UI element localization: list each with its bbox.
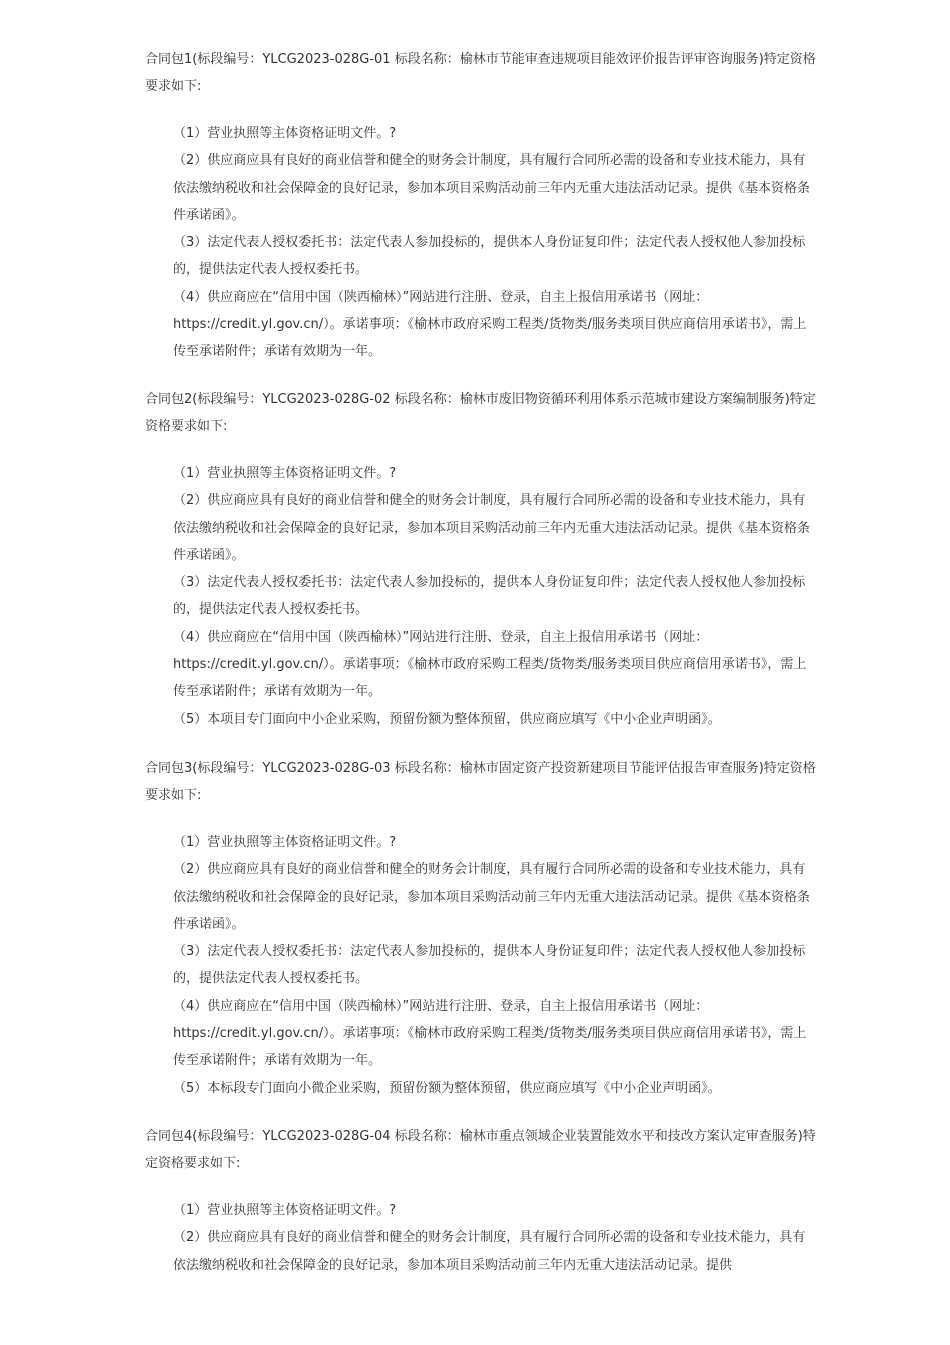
requirements-list	[173, 460, 817, 733]
requirement-item: （5）本项目专门面向中小企业采购，预留份额为整体预留，供应商应填写《中小企业声明函》。	[173, 711, 721, 727]
requirement-item: （5）本标段专门面向小微企业采购，预留份额为整体预留，供应商应填写《中小企业声明函》。	[173, 1080, 721, 1096]
package-heading: 合同包3(标段编号：YLCG2023-028G-03 标段名称：榆林市固定资产投资新建项目节能评估报告审查服务)特定资格要求如下:	[145, 761, 816, 803]
requirement-item: （2）供应商应具有良好的商业信誉和健全的财务会计制度，具有履行合同所必需的设备和专业技术能力，具有依法缴纳税收和社会保障金的良好记录，参加本项目采购活动前三年内无重大违法活动记录。提供	[173, 1230, 806, 1273]
requirements-list	[173, 120, 817, 366]
requirements-list	[173, 1197, 817, 1279]
contract-package-3	[145, 755, 817, 1102]
requirement-item: （2）供应商应具有良好的商业信誉和健全的财务会计制度，具有履行合同所必需的设备和专业技术能力，具有依法缴纳税收和社会保障金的良好记录，参加本项目采购活动前三年内无重大违法活动记录。提供《基本资格条件承诺函》。	[173, 493, 811, 563]
package-heading: 合同包4(标段编号：YLCG2023-028G-04 标段名称：榆林市重点领域企业装置能效水平和技改方案认定审查服务)特定资格要求如下:	[145, 1129, 816, 1171]
requirement-item: （3）法定代表人授权委托书：法定代表人参加投标的，提供本人身份证复印件；法定代表人授权他人参加投标的，提供法定代表人授权委托书。	[173, 944, 806, 987]
requirement-item: （1）营业执照等主体资格证明文件。?	[173, 466, 397, 481]
requirement-item: （1）营业执照等主体资格证明文件。?	[173, 1203, 397, 1218]
package-heading: 合同包2(标段编号：YLCG2023-028G-02 标段名称：榆林市废旧物资循环利用体系示范城市建设方案编制服务)特定资格要求如下:	[145, 392, 816, 434]
requirement-item: （2）供应商应具有良好的商业信誉和健全的财务会计制度，具有履行合同所必需的设备和专业技术能力，具有依法缴纳税收和社会保障金的良好记录，参加本项目采购活动前三年内无重大违法活动记录。提供《基本资格条件承诺函》。	[173, 862, 811, 932]
contract-package-1	[145, 46, 817, 366]
requirement-item: （3）法定代表人授权委托书：法定代表人参加投标的，提供本人身份证复印件；法定代表人授权他人参加投标的，提供法定代表人授权委托书。	[173, 235, 806, 278]
contract-package-2	[145, 386, 817, 733]
requirement-item: （1）营业执照等主体资格证明文件。?	[173, 126, 397, 141]
package-heading: 合同包1(标段编号：YLCG2023-028G-01 标段名称：榆林市节能审查违规项目能效评价报告评审咨询服务)特定资格要求如下:	[145, 52, 816, 94]
requirement-item: （1）营业执照等主体资格证明文件。?	[173, 835, 397, 850]
requirement-item: （4）供应商应在“信用中国（陕西榆林）”网站进行注册、登录，自主上报信用承诺书（网址：https://credit.yl.gov.cn/）。承诺事项：《榆林市政府采购工程类/货物类/服务类项目供应商信用承诺书》，需上传至承诺附件；承诺有效期为一年。	[173, 998, 807, 1069]
requirement-item: （3）法定代表人授权委托书：法定代表人参加投标的，提供本人身份证复印件；法定代表人授权他人参加投标的，提供法定代表人授权委托书。	[173, 575, 806, 618]
requirements-list	[173, 829, 817, 1102]
requirement-item: （2）供应商应具有良好的商业信誉和健全的财务会计制度，具有履行合同所必需的设备和专业技术能力，具有依法缴纳税收和社会保障金的良好记录，参加本项目采购活动前三年内无重大违法活动记录。提供《基本资格条件承诺函》。	[173, 153, 811, 223]
requirement-item: （4）供应商应在“信用中国（陕西榆林）”网站进行注册、登录，自主上报信用承诺书（网址：https://credit.yl.gov.cn/）。承诺事项：《榆林市政府采购工程类/货物类/服务类项目供应商信用承诺书》，需上传至承诺附件；承诺有效期为一年。	[173, 629, 807, 700]
contract-package-4	[145, 1123, 817, 1279]
requirement-item: （4）供应商应在“信用中国（陕西榆林）”网站进行注册、登录，自主上报信用承诺书（网址：https://credit.yl.gov.cn/）。承诺事项：《榆林市政府采购工程类/货物类/服务类项目供应商信用承诺书》，需上传至承诺附件；承诺有效期为一年。	[173, 289, 807, 360]
